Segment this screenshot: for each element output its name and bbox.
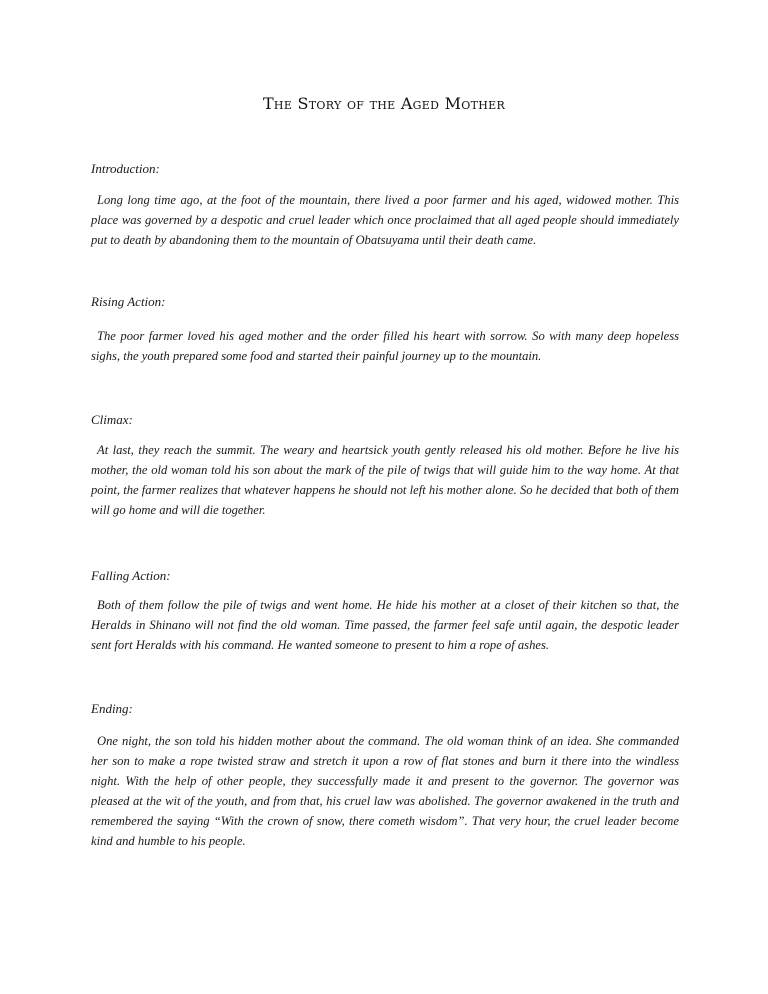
section-body-climax: At last, they reach the summit. The weary and heartsick youth gently released his old mother. Before he live his mother, the old woman told his son about the mark of the pile of twigs that will guide him to the way home. At that point, the farmer realizes that whatever happens he should not left his mother alone. So he decided that both of them will go home and will die together. <box>91 443 679 517</box>
section-heading-climax: Climax: <box>91 412 133 427</box>
section-heading-introduction: Introduction: <box>91 161 160 176</box>
section-heading-rising-action: Rising Action: <box>91 294 166 309</box>
page-title: The Story of the Aged Mother <box>262 94 506 113</box>
section-body-falling-action: Both of them follow the pile of twigs and went home. He hide his mother at a closet of their kitchen so that, the Heralds in Shinano will not find the old woman. Time passed, the farmer feel safe until again, the despotic leader sent fort Heralds with his command. He wanted someone to present to him a rope of ashes. <box>91 598 679 652</box>
section-body-rising-action: The poor farmer loved his aged mother and the order filled his heart with sorrow. So with many deep hopeless sighs, the youth prepared some food and started their painful journey up to the mountain. <box>91 329 679 363</box>
section-heading-falling-action: Falling Action: <box>91 568 171 583</box>
section-body-ending: One night, the son told his hidden mother about the command. The old woman think of an idea. She commanded her son to make a rope twisted straw and stretch it upon a row of flat stones and burn it there into the windless night. With the help of other people, they successfully made it and present to the governor. The governor was pleased at the wit of the youth, and from that, his cruel law was abolished. The governor awakened in the truth and remembered the saying “With the crown of snow, there cometh wisdom”. That very hour, the cruel leader become kind and humble to his people. <box>91 734 679 848</box>
section-heading-ending: Ending: <box>91 701 133 716</box>
section-body-introduction: Long long time ago, at the foot of the mountain, there lived a poor farmer and his aged, widowed mother. This place was governed by a despotic and cruel leader which once proclaimed that all aged people should immediately put to death by abandoning them to the mountain of Obatsuyama until their death came. <box>91 193 679 247</box>
